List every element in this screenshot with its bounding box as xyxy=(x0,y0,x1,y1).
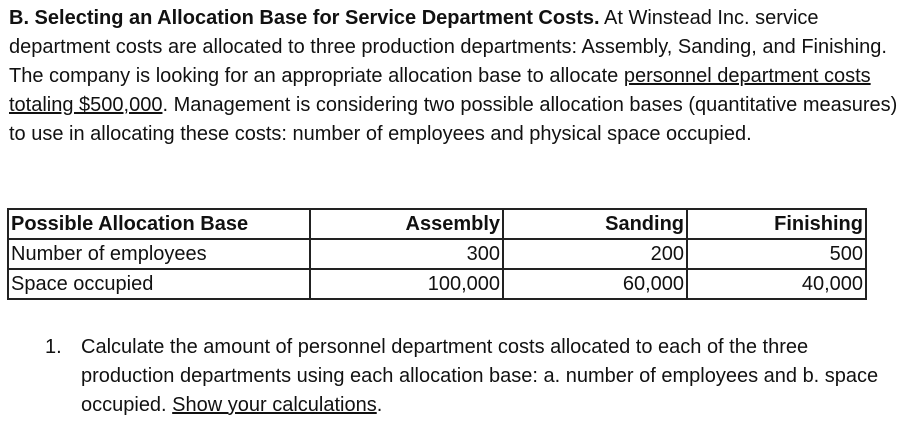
table-header-row xyxy=(8,209,866,239)
row-label-space: Space occupied xyxy=(8,269,310,299)
intro-text-2: . Management is considering two possible allocation bases (quantitative measures) to use in allocating these costs: number of employees and physical space occupied. xyxy=(9,94,898,145)
question-number: 1. xyxy=(45,336,62,358)
header-finishing: Finishing xyxy=(687,209,866,239)
question-1 xyxy=(45,333,905,420)
cell-space-finishing: 40,000 xyxy=(687,269,866,299)
question-body xyxy=(81,333,905,420)
allocation-base-table xyxy=(7,208,867,300)
intro-underlined-text: personnel department costs totaling $500,000 xyxy=(9,65,871,116)
intro-paragraph xyxy=(9,4,904,149)
cell-employees-finishing: 500 xyxy=(687,239,866,269)
row-label-employees: Number of employees xyxy=(8,239,310,269)
cell-employees-assembly: 300 xyxy=(310,239,503,269)
cell-employees-sanding: 200 xyxy=(503,239,687,269)
header-assembly: Assembly xyxy=(310,209,503,239)
intro-text-1: At Winstead Inc. service department costs are allocated to three production departments: Assembly, Sanding, and Finishing. The company is looking for an appropriate allocation base to allocate xyxy=(9,7,887,87)
header-sanding: Sanding xyxy=(503,209,687,239)
question-underlined-text: Show your calculations xyxy=(172,394,377,416)
question-end: . xyxy=(376,394,383,416)
header-allocation-base: Possible Allocation Base xyxy=(8,209,310,239)
table-row xyxy=(8,239,866,269)
table-row xyxy=(8,269,866,299)
question-text: Calculate the amount of personnel department costs allocated to each of the three production departments using each allocation base: a. number of employees and b. space occupied. xyxy=(81,336,879,416)
cell-space-assembly: 100,000 xyxy=(310,269,503,299)
problem-title: B. Selecting an Allocation Base for Service Department Costs. xyxy=(9,7,600,29)
cell-space-sanding: 60,000 xyxy=(503,269,687,299)
